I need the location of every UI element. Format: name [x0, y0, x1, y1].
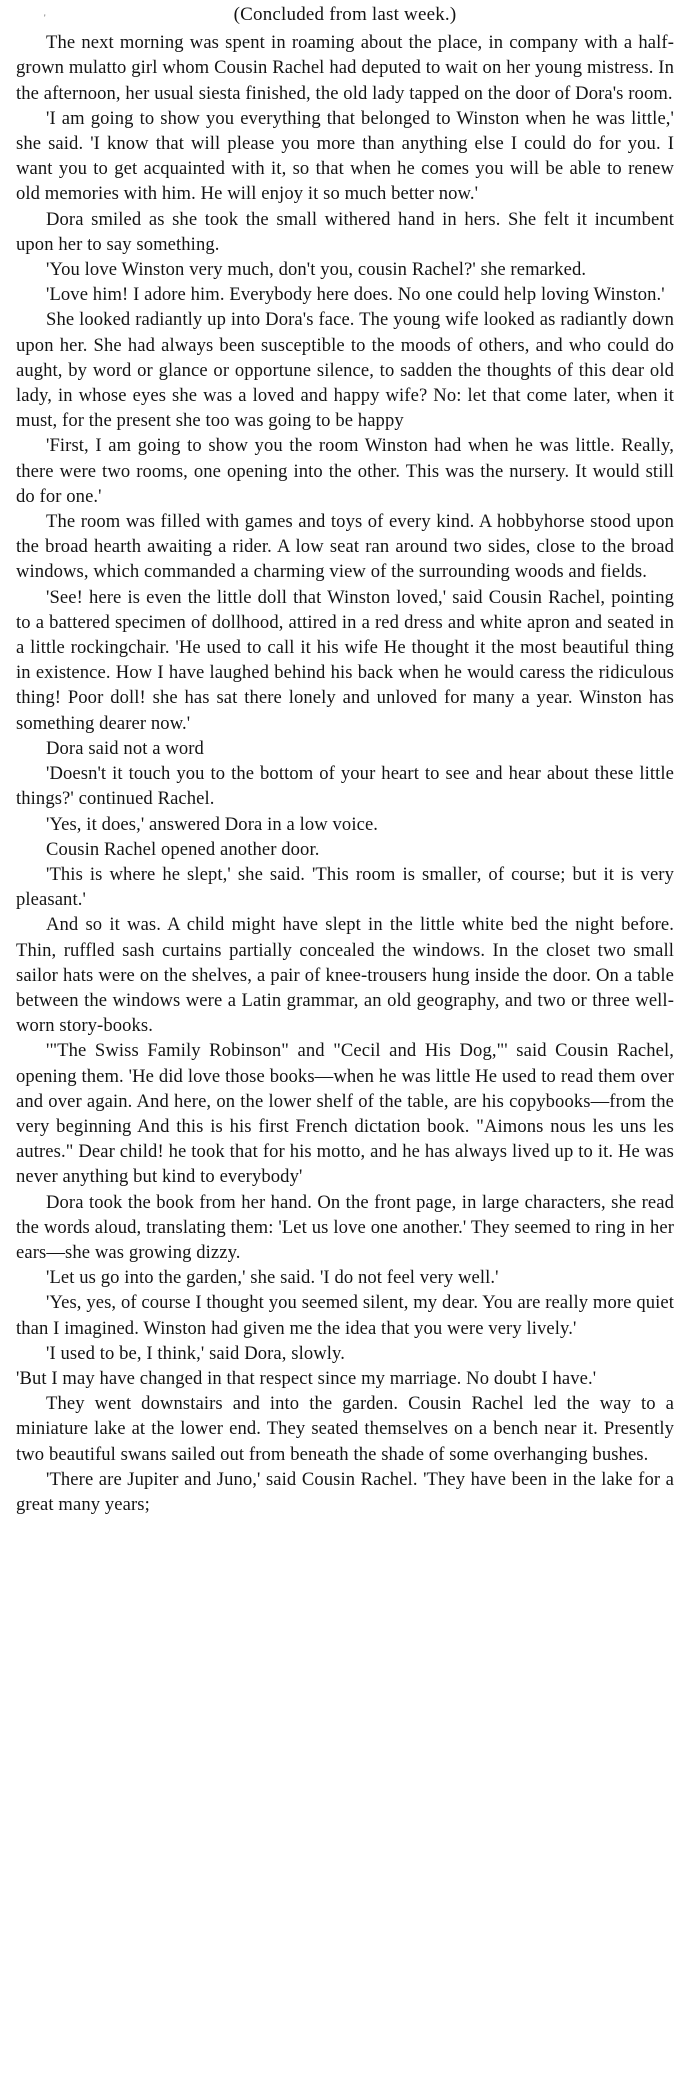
- paragraph: The room was filled with games and toys of every kind. A hobbyhorse stood upon the broad hearth awaiting a rider. A low seat ran around two sides, close to the broad windows, which commanded a charming view of the surrounding woods and fields.: [16, 511, 674, 583]
- paragraph: 'There are Jupiter and Juno,' said Cousin Rachel. 'They have been in the lake for a great many years;: [16, 1468, 674, 1515]
- paragraph: '"The Swiss Family Robinson" and "Cecil and His Dog,"' said Cousin Rachel, opening them. 'He did love those books—when he was little He used to read them over and over again. And here, on the lower shelf of the table, are his copybooks—from the very beginning And this is his first French dictation book. "Aimons nous les uns les autres." Dear child! he took that for his motto, and he has always lived up to it. He was never anything but kind to everybody': [16, 1040, 674, 1188]
- paragraph: 'First, I am going to show you the room Winston had when he was little. Really, there were two rooms, one opening into the other. This was the nursery. It would still do for one.': [16, 435, 674, 507]
- paragraph: And so it was. A child might have slept in the little white bed the night before. Thin, ruffled sash curtains partially concealed the windows. In the closet two small sailor hats were on the shelves, a pair of knee-trousers hung inside the door. On a table between the windows were a Latin grammar, an old geography, and two or three well-worn story-books.: [16, 914, 674, 1037]
- paragraph: 'Let us go into the garden,' she said. 'I do not feel very well.': [46, 1267, 499, 1289]
- paragraph: 'I used to be, I think,' said Dora, slowly.: [46, 1342, 345, 1364]
- paragraph: Dora took the book from her hand. On the front page, in large characters, she read the words aloud, translating them: 'Let us love one another.' They seemed to ring in her ears—she was growing dizzy.: [16, 1191, 674, 1263]
- stray-mark: ': [44, 13, 46, 23]
- paragraph: 'Love him! I adore him. Everybody here does. No one could help loving Winston.': [46, 284, 665, 306]
- continuation-heading: (Concluded from last week.): [233, 4, 457, 25]
- paragraph: 'See! here is even the little doll that Winston loved,' said Cousin Rachel, pointing to a battered specimen of dollhood, attired in a red dress and white apron and seated in a little rockingchair. 'He used to call it his wife He thought it the most beautiful thing in existence. How I have laughed behind his back when he would caress the ridiculous thing! Poor doll! she has sat there lonely and unloved for many a year. Winston has something dearer now.': [16, 586, 674, 734]
- paragraph: 'Yes, it does,' answered Dora in a low voice.: [46, 813, 379, 835]
- paragraph: 'But I may have changed in that respect since my marriage. No doubt I have.': [16, 1367, 597, 1389]
- paragraph: She looked radiantly up into Dora's face. The young wife looked as radiantly down upon her. She had always been susceptible to the moods of others, and who could do aught, by word or glance or opportune silence, to sadden the thoughts of this dear old lady, in whose eyes she was a loved and happy wife? No: let that come later, when it must, for the present she too was going to be happy: [16, 309, 674, 432]
- paragraph: 'You love Winston very much, don't you, cousin Rachel?' she remarked.: [46, 259, 587, 281]
- paragraph: Dora said not a word: [46, 737, 204, 759]
- paragraph: Cousin Rachel opened another door.: [46, 838, 320, 860]
- paragraph: 'Doesn't it touch you to the bottom of your heart to see and hear about these little things?' continued Rachel.: [16, 763, 674, 810]
- paragraph: The next morning was spent in roaming about the place, in company with a half-grown mulatto girl whom Cousin Rachel had deputed to wait on her young mistress. In the afternoon, her usual siesta finished, the old lady tapped on the door of Dora's room.: [16, 32, 674, 104]
- paragraph: 'This is where he slept,' she said. 'This room is smaller, of course; but it is very pleasant.': [16, 863, 674, 911]
- paragraph: Dora smiled as she took the small withered hand in hers. She felt it incumbent upon her to say something.: [16, 208, 674, 255]
- paragraph: 'Yes, yes, of course I thought you seemed silent, my dear. You are really more quiet than I imagined. Winston had given me the idea that you were very lively.': [16, 1292, 674, 1339]
- paragraph: 'I am going to show you everything that belonged to Winston when he was little,' she said. 'I know that will please you more than anything else I could do for you. I want you to get acquainted with it, so that when he comes you will be able to renew old memories with him. He will enjoy it so much better now.': [16, 107, 674, 205]
- paragraph: They went downstairs and into the garden. Cousin Rachel led the way to a miniature lake at the lower end. They seated themselves on a bench near it. Presently two beautiful swans sailed out from beneath the shade of some overhanging bushes.: [16, 1393, 674, 1465]
